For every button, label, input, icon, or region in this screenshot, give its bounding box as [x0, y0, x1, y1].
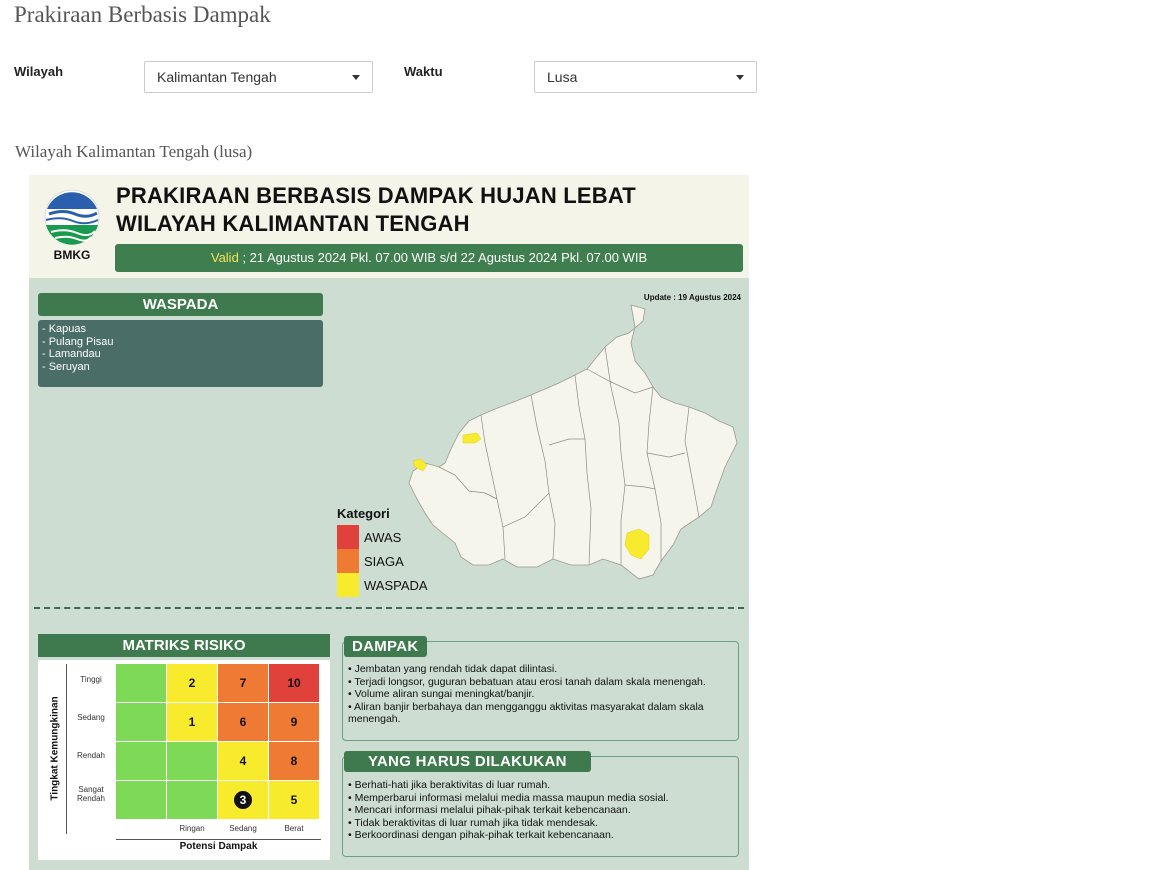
section-heading: Wilayah Kalimantan Tengah (lusa): [15, 142, 253, 161]
wilayah-label: Wilayah: [14, 64, 64, 79]
legend-label: SIAGA: [364, 553, 404, 569]
matrix-cell: 2: [167, 664, 217, 702]
dampak-title: DAMPAK: [344, 636, 427, 657]
list-item: • Berkoordinasi dengan pihak-pihak terkait kebencanaan.: [348, 829, 614, 841]
matrix-cell-current: [218, 781, 268, 819]
matrix-x-axis-line: [116, 839, 321, 840]
infographic-title-line1: PRAKIRAAN BERBASIS DAMPAK HUJAN LEBAT: [116, 183, 636, 208]
matrix-row-label: Sangat Rendah: [76, 785, 106, 803]
list-item: • Volume aliran sungai meningkat/banjir.: [348, 688, 535, 700]
matrix-col-label: Sedang: [229, 824, 257, 833]
matrix-row-label: Tinggi: [80, 675, 102, 684]
wilayah-select[interactable]: [144, 61, 373, 93]
matrix-cell: [116, 742, 166, 780]
list-item: • Terjadi longsor, guguran bebatuan atau erosi tanah dalam skala menengah.: [348, 675, 706, 688]
valid-period: ; 21 Agustus 2024 Pkl. 07.00 WIB s/d 22 Agustus 2024 Pkl. 07.00 WIB: [238, 250, 648, 265]
chevron-down-icon: [736, 75, 744, 80]
dampak-list: [348, 663, 706, 726]
list-item: • Tidak beraktivitas di luar rumah jika tidak mendesak.: [348, 816, 598, 829]
risk-matrix: [38, 660, 330, 860]
wilayah-select-value: Kalimantan Tengah: [157, 69, 277, 85]
waktu-label: Waktu: [404, 64, 443, 79]
matrix-cell: 1: [167, 703, 217, 741]
matrix-row-label: Rendah: [76, 751, 106, 760]
list-item: • Jembatan yang rendah tidak dapat dilintasi.: [348, 663, 558, 675]
matrix-cell: [167, 742, 217, 780]
list-item: - Lamandau: [42, 348, 101, 360]
waktu-select-value: Lusa: [547, 69, 578, 85]
matrix-y-axis-label: Tingkat Kemungkinan: [49, 696, 61, 801]
legend-item: [337, 525, 428, 549]
matrix-cell: [167, 781, 217, 819]
matrix-col-label: Ringan: [179, 824, 205, 833]
legend-item: [337, 573, 428, 597]
matrix-cell: 4: [218, 742, 268, 780]
list-item: • Memperbarui informasi melalui media massa maupun media sosial.: [348, 791, 669, 804]
legend-item: [337, 549, 428, 573]
valid-label: Valid: [210, 250, 239, 265]
matrix-x-axis-label: Potensi Dampak: [179, 841, 258, 852]
tindakan-list: [348, 779, 669, 842]
dampak-panel: [342, 638, 739, 741]
list-item: menengah.: [348, 713, 401, 725]
tindakan-panel: [342, 753, 739, 857]
chevron-down-icon: [352, 75, 360, 80]
matrix-y-axis-line: [66, 664, 67, 834]
matrix-cell: 9: [269, 703, 319, 741]
page-title: Prakiraan Berbasis Dampak: [14, 2, 271, 27]
legend-label: AWAS: [364, 529, 402, 545]
matrix-title: MATRIKS RISIKO: [38, 634, 330, 657]
section-divider: [34, 607, 744, 609]
legend-label: WASPADA: [364, 577, 428, 593]
bmkg-logo-text: BMKG: [53, 248, 91, 262]
infographic-title-line2: WILAYAH KALIMANTAN TENGAH: [116, 211, 470, 236]
list-item: • Aliran banjir berbahaya dan mengganggu aktivitas masyarakat dalam skala: [348, 700, 704, 713]
kategori-legend: [337, 506, 428, 597]
matrix-cell: 6: [218, 703, 268, 741]
matrix-cell: 8: [269, 742, 319, 780]
legend-swatch-waspada: [337, 573, 359, 597]
list-item: - Seruyan: [42, 360, 90, 373]
matrix-cell: [116, 703, 166, 741]
matrix-row-label: Sedang: [77, 713, 105, 722]
waktu-select[interactable]: [534, 61, 757, 93]
tindakan-title: YANG HARUS DILAKUKAN: [344, 751, 591, 772]
legend-swatch-awas: [337, 525, 359, 549]
infographic-header: [29, 175, 749, 278]
validity-bar: [115, 244, 743, 272]
matrix-cell: [116, 664, 166, 702]
list-item: • Mencari informasi melalui pihak-pihak terkait kebencanaan.: [348, 804, 631, 816]
list-item: - Pulang Pisau: [42, 335, 114, 348]
legend-swatch-siaga: [337, 549, 359, 573]
list-item: - Kapuas: [42, 323, 87, 335]
kalimantan-tengah-map: [399, 303, 739, 585]
waspada-title: WASPADA: [38, 293, 323, 316]
impact-forecast-infographic: [29, 175, 749, 870]
matrix-cell: 5: [269, 781, 319, 819]
matrix-col-label: Berat: [284, 824, 304, 833]
waspada-area-list: [38, 320, 323, 387]
current-risk-marker: 3: [234, 791, 252, 809]
matrix-cell: 10: [269, 664, 319, 702]
list-item: • Berhati-hati jika beraktivitas di luar rumah.: [348, 779, 551, 791]
update-date: Update : 19 Agustus 2024: [643, 293, 741, 302]
matrix-cell: [116, 781, 166, 819]
matrix-cell: 7: [218, 664, 268, 702]
kategori-title: Kategori: [337, 506, 390, 521]
